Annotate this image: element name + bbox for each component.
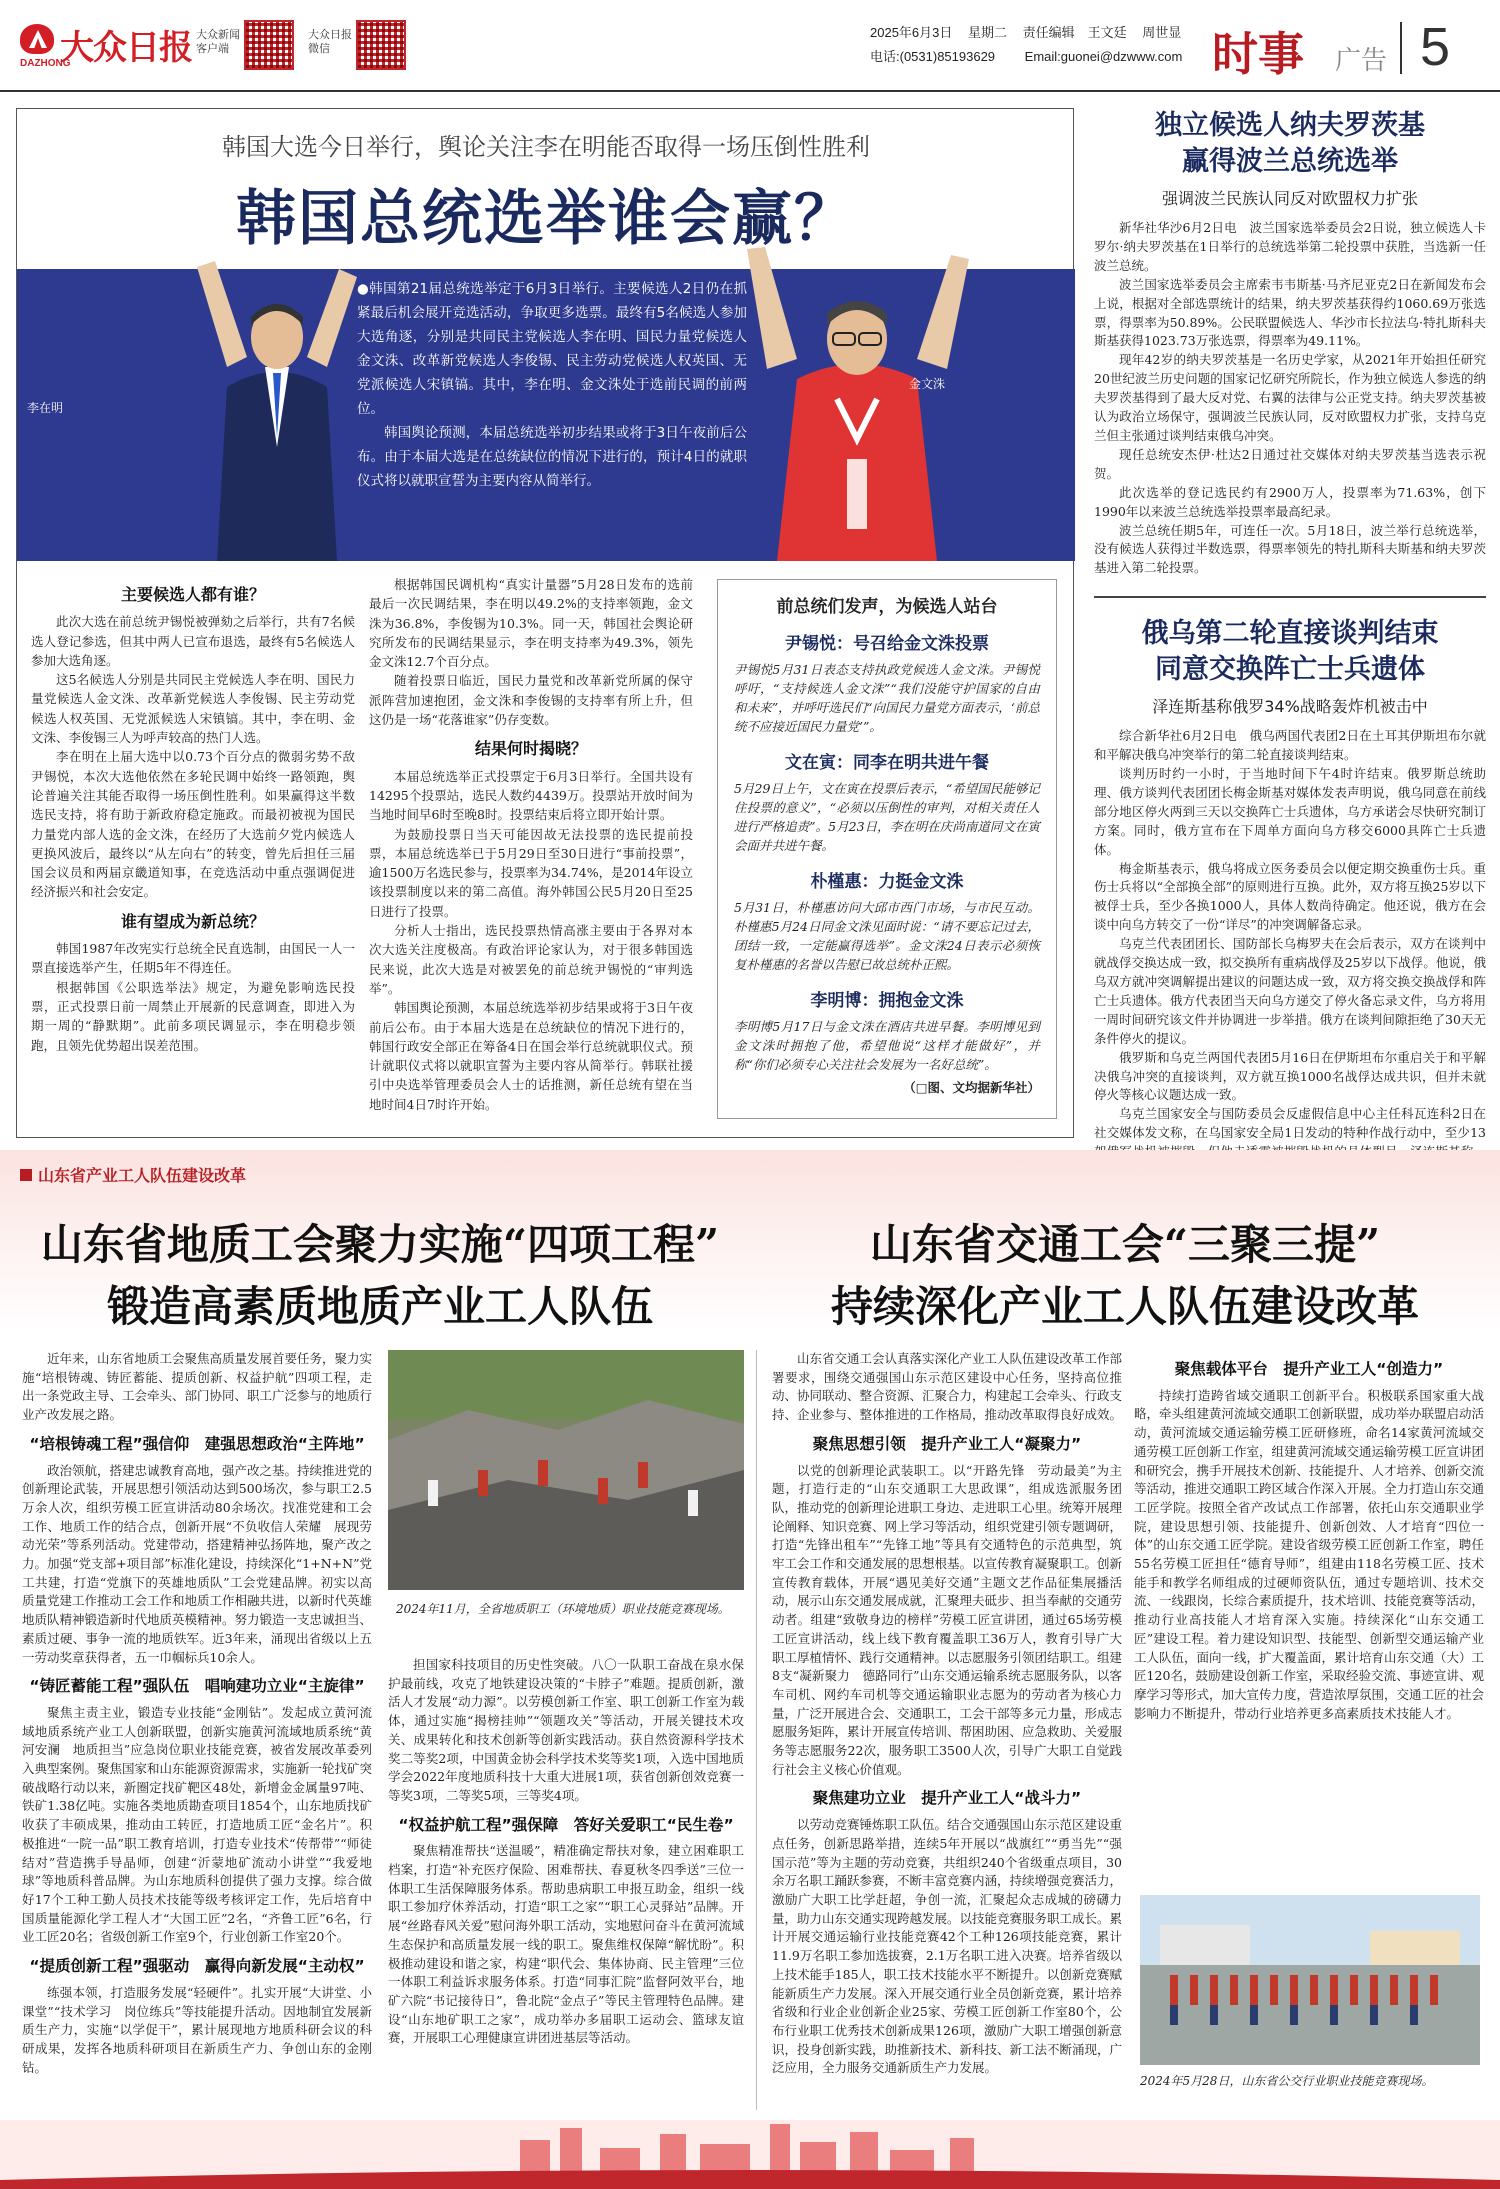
paragraph: 现任总统安杰伊·杜达2日通过社交媒体对纳夫罗茨基当选表示祝贺。 — [1094, 446, 1486, 481]
paragraph: 山东省交通工会认真落实深化产业工人队伍建设改革工作部署要求，围绕交通强国山东示范区建设中心任务，坚持高位推动、协同联动、整合资源、汇聚合力，构建起工会牵头、行政支持、企业参与、整体推进的工作格局，推动改革取得良好成效。 — [772, 1351, 1123, 1423]
header-divider — [1400, 22, 1402, 74]
paragraph: 这5名候选人分别是共同民主党候选人李在明、国民力量党候选人金文洙、改革新党候选人李俊锡、民主劳动党候选人权英国、无党派候选人宋镇镐。其中，李在明、金文洙、李俊锡三人为呼声较高的热门人选。 — [31, 672, 355, 746]
lee-caption: 李在明 — [27, 401, 64, 415]
sidebox-item-text: 李明博5月17日与金文洙在酒店共进早餐。李明博见到金文洙时拥抱了他，希望他说“这样才能做好”，并称“你们必须专心关注社会发展为一名好总统”。 — [734, 1019, 1040, 1072]
headline-line: 俄乌第二轮直接谈判结束 — [1141, 618, 1439, 650]
paragraph: 为鼓励投票日当天可能因故无法投票的选民提前投票，本届总统选举已于5月29日至30日进行“事前投票”，逾1500万名选民参与，投票率为34.74%，是2014年设立该投票制度以来的第二高值。海外韩国公民5月20日至25日进行了投票。 — [369, 826, 693, 919]
sidebox-item-text: 5月31日，朴槿惠访问大邱市西门市场，与市民互动。朴槿惠5月24日同金文洙见面时说：“请不要忘记过去，团结一致，一定能赢得选举”。金文洙24日表示必须恢复朴槿惠的名誉以告慰已故总统朴正熙。 — [734, 900, 1040, 972]
sidebox-item-title: 文在寅：同李在明共进午餐 — [785, 753, 989, 773]
logo-emblem-icon — [20, 24, 54, 54]
headline-line: 同意交换阵亡士兵遗体 — [1155, 654, 1425, 686]
transport-headline[interactable] — [770, 1214, 1480, 1338]
paragraph: 韩国1987年改宪实行总统全民直选制，由国民一人一票直接选举产生，任期5年不得连任。 — [31, 941, 355, 976]
paragraph: 新华社华沙6月2日电 波兰国家选举委员会2日说，独立候选人卡罗尔·纳夫罗茨基在1日举行的总统选举第二轮投票中获胜，当选新一任波兰总统。 — [1094, 220, 1486, 273]
transport-column-1 — [772, 1350, 1122, 2078]
sidebox-item-text: 5月29日上午，文在寅在投票后表示，“希望国民能够记住投票的意义”，“必须以压倒性的审判，对相关责任人进行严格追责”。5月23日，李在明在庆尚南道同文在寅会面并共进午餐。 — [734, 781, 1040, 853]
russia-ukraine-article-body — [1094, 727, 1486, 1219]
paragraph: 政治领航，搭建忠诚教育高地，强产改之基。持续推进党的创新理论武装，开展思想引领活动达到500场次，参与职工2.5万余人次，组织劳模工匠宣讲活动80余场次。找准党建和工会工作、地质工作的结合点，创新开展“不负收信人荣耀 展现劳动光荣”等系列活动。党建带动，搭建精神弘扬阵地，聚产改之力。加强“党支部+项目部”标准化建设，持续深化“1+N+N”党工共建，打造“党旗下的英雄地质队”工会党建品牌。初实以高质量党建工作推动工会工作和地质工作相融共进，以新时代英雄地质队精神锻造新时代地质英模精神。努力锻造一支忠诚担当、素质过硬、事争一流的地质铁军。近3年来，涌现出省级以上五一劳动奖章获得者，五一巾帼标兵10余人。 — [22, 1462, 373, 1665]
subhead: 聚焦建功立业 提升产业工人“战斗力” — [812, 1789, 1082, 1808]
lead-paragraph: ●韩国第21届总统选举定于6月3日举行。主要候选人2日仍在抓紧最后机会展开竞选活动，争取更多选票。最终有5名候选人参加大选角逐，分别是共同民主党候选人李在明、国民力量党候选人金文洙、改革新党候选人李俊锡、民主劳动党候选人权英国、无党派候选人宋镇镐。其中，李在明、金文洙处于选前民调的前两位。 — [357, 281, 747, 417]
paragraph: 本届总统选举正式投票定于6月3日举行。全国共设有14295个投票站，选民人数约4439万。投票站开放时间为当地时间早6时至晚8时。投票结束后将立即开始计票。 — [369, 768, 693, 823]
sidebox-item-title: 尹锡悦：号召给金文洙投票 — [785, 634, 989, 654]
subhead-candidates: 主要候选人都有谁？ — [120, 585, 265, 604]
section-name: 时事 — [1212, 27, 1304, 81]
paragraph: 根据韩国《公职选举法》规定，为避免影响选民投票，正式投票日前一周禁止开展新的民意调查，即进入为期一周的“静默期”。此前多项民调显示，李在明稳步领跑，且领先优势超出误差范围。 — [31, 979, 355, 1053]
paragraph: 练强本领，打造服务发展“轻硬件”。扎实开展“大讲堂、小课堂”“技术学习 岗位练兵”等技能提升活动。因地制宜发展新质生产力，实施“以学促干”，累计展现地方地质科研会议的科研成果，发挥各地质科研项目在新质生产力、争创山东的金刚钻。 — [22, 1984, 372, 2075]
subhead: “权益护航工程”强保障 答好关爱职工“民生卷” — [398, 1815, 734, 1834]
column-divider — [756, 1350, 757, 2110]
paragraph: 综合新华社6月2日电 俄乌两国代表团2日在土耳其伊斯坦布尔就和平解决俄乌冲突举行的第二轮直接谈判结束。 — [1094, 728, 1486, 763]
article-divider — [1094, 596, 1486, 598]
former-presidents-box — [717, 579, 1057, 1119]
paragraph: 以党的创新理论武装职工。以“开路先锋 劳动最美”为主题，打造行走的“山东交通职工大思政课”，组成选派服务团队，推动党的创新理论进职工身边、走进职工心里。统筹开展理论阐释、知识竞赛、网上学习等活动，组织党建引领专题调研，打造“先锋出租车”“先锋工地”等具有交通特色的示范典型，筑牢工会工作和交通发展的思想根基。以宣传教育凝聚职工。创新宣传教育载体，开展“遇见美好交通”主题文艺作品征集展播活动，展示山东交通发展成就，汇聚理夫砥步、担当奉献的交通劳动者。组建“致敬身边的榜样”劳模工匠宣讲团，通过65场劳模工匠宣讲活动，线上线下教育覆盖职工36万人，教育引导广大职工厚植情怀、践行交通精神。以志愿服务引领团结职工。组建8支“凝新聚力 德路同行”山东交通运输系统志愿服务队，以客车司机、网约车司机等交通运输职业志愿为的劳动者为核心力量，广泛开展进合会、交通职工，工会干部等多元力量，形成志愿服务矩阵，累计开展宣传培训、帮困助困、应急救助、关爱服务等志愿服务22次，服务职工3500人次，引导广大职工自觉践行社会主义核心价值观。 — [772, 1462, 1123, 1777]
russia-ukraine-subhead: 泽连斯基称俄罗34%战略轰炸机被击中 — [1152, 697, 1428, 717]
qr-code-icon[interactable] — [244, 20, 294, 70]
bus-photo-caption: 2024年5月28日，山东省公交行业职业技能竞赛现场。 — [1140, 2074, 1434, 2088]
transport-column-2 — [1134, 1350, 1484, 1723]
page-number: 5 — [1420, 17, 1451, 77]
korea-election-feature — [16, 108, 1074, 1138]
paragraph: 此次选举的登记选民约有2900万人，投票率为71.63%，创下1990年以来波兰总统选举投票率最高纪录。 — [1094, 484, 1486, 519]
sidebox-item-title: 李明博：拥抱金文洙 — [810, 991, 964, 1011]
designer: 周世显 — [1142, 25, 1182, 40]
skyline-decoration — [0, 2120, 1500, 2189]
paragraph: 乌克兰国家安全与国防委员会反虚假信息中心主任科瓦连科2日在社交媒体发文称，在乌国家安全局1日发动的特种作战行动中，至少13 — [1094, 1106, 1486, 1141]
russia-ukraine-headline[interactable] — [1094, 616, 1486, 688]
poland-headline[interactable] — [1094, 108, 1486, 180]
paragraph: 此次大选在前总统尹锡悦被弹劾之后举行，共有7名候选人登记参选，但其中两人已宣布退选，最终有5名候选人参加大选角逐。 — [31, 614, 355, 668]
paragraph: 俄罗斯和乌克兰两国代表团5月16日在伊斯坦布尔重启关于和平解决俄乌冲突的直接谈判，双方就互换1000名战俘达成共识，但并未就停火等核心议题达成一致。 — [1094, 1049, 1486, 1103]
feature-column-1 — [31, 575, 355, 1055]
paragraph: 担国家科技项目的历史性突破。八〇一队职工奋战在泉水保护最前线，攻克了地铁建设决策的“卡脖子”难题。提质创新，激活人才发展“动力源”。以劳模创新工作室、职工创新工作室为载体，通过实施“揭榜挂帅”“领题攻关”等活动，开展关键技术攻关、成果转化和技术创新等创新实践活动。获自然资源科学技术奖二等奖2项，中国黄金协会科学技术奖等奖1项，入选中国地质学会2022年度地质科技十大重大进展1项，获省创新创效竞赛一等奖3项，二等奖5项，三等奖4项。 — [388, 1657, 744, 1803]
paragraph: 根据韩国民调机构“真实计量器”5月28日发布的选前最后一次民调结果，李在明以49.2%的支持率领跑，金文洙为36.8%，李俊锡为10.3%。同一天，韩国社会舆论研究所发布的民调结果显示，李在明支持率为49.3%，领先金文洙12.7个百分点。 — [369, 577, 693, 670]
feature-column-2 — [369, 575, 693, 1114]
geology-photo-caption: 2024年11月，全省地质职工（环境地质）职业技能竞赛现场。 — [396, 1602, 730, 1616]
subhead: “铸匠蓄能工程”强队伍 唱响建功立业“主旋律” — [29, 1677, 365, 1696]
paragraph: 乌克兰代表团团长、国防部长乌梅罗夫在会后表示，双方在谈判中就战俘交换达成一致，拟交换所有重病战俘及25岁以下战俘。他说，俄乌双方就冲突调解提出建议的问题达成一致，双方将交换交换战俘和阵亡士兵遗体。俄方代表团当天向乌方递交了停火备忘录文件，乌方将用一周时间研究该文件并协调进一步举措。俄方在谈判间隙拒绝了30天无条件停火的提议。 — [1094, 936, 1486, 1046]
contact-meta — [870, 46, 1208, 65]
subhead-results: 结果何时揭晓？ — [474, 739, 587, 759]
lee-jae-myung-photo — [187, 247, 367, 561]
feature-kicker: 韩国大选今日举行，舆论关注李在明能否取得一场压倒性胜利 — [222, 133, 870, 161]
paragraph: 李在明在上届大选中以0.73个百分点的微弱劣势不敌尹锡悦，本次大选他依然在多轮民调中始终一路领跑，舆论普遍关注其能否取得一场压倒性胜利。如果赢得这半数选民支持，将有助于新政府稳定施政。而最初被视为国民力量党内部人选的金文洙，在经历了大选前夕党内候选人更换风波后，最终以“从左向右”的转变，曾先后担任三届国会议员和两届京畿道知事，在竞选活动中重点强调促进经济振兴和社会安定。 — [31, 749, 355, 900]
headline-line: 赢得波兰总统选举 — [1182, 146, 1398, 177]
sidebox-heading: 前总统们发声，为候选人站台 — [776, 597, 998, 617]
paragraph: 持续打造跨省域交通职工创新平台。积极联系国家重大战略，牵头组建黄河流域交通职工创新联盟，成功举办联盟启动活动，黄河流域交通运输劳模工匠研修班，命名14家黄河流域交通劳模工匠创新工作室，组建黄河流域交通运输劳模工匠宣讲团和研究会，携手开展技术创新、技能提升、人才培养、创新交流等活动，推进交通职工跨区域合作深入开展。全力打造山东交通工匠学院。按照全省产改试点工作部署，依托山东交通职业学院，建设思想引领、技能提升、创新创效、人才培育“四位一体”的山东交通工匠学院。建设省级劳模工匠创新工作室，聘任55名劳模工匠担任“德育导师”，组建由118名劳模工匠、技术能手和教学名师组成的过硬师资队伍，通过专题培训、技术交流、一线跟岗，长综合素质提升，技术培训、技能竞赛等活动，推动行业高技能人才培育深入实施。持续深化“山东交通工匠”建设工程。着力建设知识型、技能型、创新型交通运输产业工人队伍，面向一线，扩大覆盖面，累计培育山东交通（大）工匠120名，鼓励建设创新工作室，采取经验交流、事迹宣讲、观摩学习等形式，加大宣传力度，营造浓厚氛围，交通工匠的社会影响力不断提升，带动行业培养更多高素质技术技能人才。 — [1134, 1387, 1485, 1721]
phone: 电话:(0531)85193629 — [870, 49, 996, 64]
geology-competition-photo — [388, 1350, 744, 1590]
bus-competition-photo — [1140, 1895, 1480, 2065]
right-news-column — [1094, 108, 1486, 1219]
logo-english: DAZHONG — [20, 58, 71, 69]
section-sub: 广告 — [1335, 46, 1388, 76]
kim-moon-soo-photo — [737, 229, 977, 561]
logo-name: 大众日报 — [60, 28, 192, 68]
headline-line: 山东省地质工会聚力实施“四项工程” — [40, 1220, 720, 1269]
poland-article-body — [1094, 219, 1486, 578]
sidebox-item-title: 朴槿惠：力挺金文洙 — [810, 872, 964, 892]
subhead: 聚焦载体平台 提升产业工人“创造力” — [1174, 1360, 1444, 1378]
feature-headline[interactable]: 韩国总统选举谁会赢？ — [236, 184, 856, 254]
geology-column-1 — [22, 1350, 372, 2077]
headline-line: 山东省交通工会“三聚三提” — [869, 1220, 1381, 1269]
paragraph: 随着投票日临近，国民力量党和改革新党所属的保守派阵营加速抱团，金文洙和李俊锡的支持率有所上升，但这仍是一场“花落谁家”仍存变数。 — [369, 673, 693, 728]
paragraph: 波兰总统任期5年，可连任一次。5月18日，波兰举行总统选举，没有候选人获得过半数选票，得票率领先的特扎斯科夫斯基和纳夫罗茨基进入第二轮投票。 — [1094, 522, 1486, 576]
paragraph: 聚焦主责主业，锻造专业技能“金刚钻”。发起成立黄河流域地质系统产业工人创新联盟，创新实施黄河流域地质系统“黄河安澜 地质担当”应急岗位职业技能竞赛，被省发展改革委列入典型案例。聚焦国家和山东能源资源需求，实施新一轮找矿突破战略行动以来，新圈定找矿靶区48处，新增金金属量97吨、铁矿1.38亿吨。实施各类地质勘查项目1854个，山东地质找矿收获了丰硕成果，推动由工转匠，打造地质工匠“金名片”。积极推进“一院一品”职工教育培训，打造专业技术“传帮带”“师徒结对”营造携手导晶师，创建“沂蒙地矿流动小讲堂”“我爱地球”等地质科普品牌。为山东地质科创提供了强力支撑。综合做好17个工种工勤人员技术技能等级考核评定工作，先后培育中国质量能源化学工程人才“大国工匠”2名，“齐鲁工匠”6名，行业工匠20名；省级创新工作室9个，行业创新工作室20个。 — [22, 1704, 373, 1945]
paragraph: 谈判历时约一小时，于当地时间下午4时许结束。俄罗斯总统助理、俄方谈判代表团团长梅金斯基对媒体发表声明说，俄乌同意在前线部分地区停火两到三天以交换阵亡士兵遗体，乌方承诺会尽快研究制订方案。同时，俄方宣布在下周单方面向乌方移交6000具阵亡士兵遗体。 — [1094, 766, 1486, 857]
newspaper-logo[interactable] — [20, 20, 192, 69]
geology-column-2 — [388, 1656, 744, 2048]
qr1-label: 大众新闻客户端 — [196, 29, 240, 55]
sidebox-item-text: 尹锡悦5月31日表态支持执政党候选人金文洙。尹锡悦呼吁，“支持候选人金文洙”“我们没能守护国家的自由和未来”，并呼吁选民们“向国民力量党方面表示，‘前总统不应接近国民力量党’”。 — [734, 662, 1040, 734]
paragraph: 韩国舆论预测，本届总统选举初步结果或将于3日午夜前后公布。由于本届大选是在总统缺位的情况下进行的，韩国行政安全部正在筹备4日在国会举行总统就职仪式。预计就职仪式将以就职宣誓为主要内容从简举行。韩联社援引中央选举管理委员会人士的话推测，新任总统有望在当地时间4日7时许开始。 — [369, 1000, 693, 1112]
paragraph: 现年42岁的纳夫罗茨基是一名历史学家，从2021年开始担任研究20世纪波兰历史问题的国家记忆研究所院长，作为独立候选人参选的纳夫罗茨基得到了最大反对党、右翼的法律与公正党支持。纳夫罗茨基被认为政治立场保守，强调波兰民族认同，反对欧盟权力扩张，支持乌克兰但主张通过谈判结束俄乌冲突。 — [1094, 352, 1486, 443]
qr2-label: 大众日报微信 — [308, 29, 352, 55]
kim-caption: 金文洙 — [909, 377, 946, 391]
feature-lead — [357, 277, 747, 493]
headline-line: 独立候选人纳夫罗茨基 — [1155, 110, 1425, 141]
paragraph: 以劳动竞赛锤炼职工队伍。结合交通强国山东示范区建设重点任务，创新思路举措，连续5年开展以“战旗红”“勇当先”“强国示范”等为主题的劳动竞赛，共组织240个省级重点项目，30余万名职工踊跃参赛，不断丰富竞赛内涵，持续增强竞赛活力，激励广大职工比学赶超，争创一流，汇聚起众志成城的磅礴力量，助力山东交通实现跨越发展。以技能竞赛服务职工成长。累计开展交通运输行业技能竞赛42个工种126项技能竞赛，累计11.9万名职工参加选拔赛，2.1万名职工进入决赛。培养省级以上技术能手185人，职工技术技能水平不断提升。以创新竞赛赋能新质生产力发展。深入开展交通行业全员创新竞赛，累计培养省级和行业企业创新企业25家、劳模工匠创新工作室80个，公布行业职工优秀技术创新成果126项，激励广大职工增强创新意识，投身创新实践，助推新技术、新科技、新工法不断涌现，广泛应用，全力服务交通新质生产力发展。 — [772, 1817, 1123, 2076]
issue-weekday: 星期二 — [968, 25, 1008, 40]
paragraph: 梅金斯基表示，俄乌将成立医务委员会以便定期交换重伤士兵。重伤士兵将以“全部换全部”的原则进行互换。此外，双方将互换25岁以下被俘士兵，至少各换1000人，具体人数尚待确定。他还说，俄方在会谈中向乌方转交了一份“详尽”的冲突调解备忘录。 — [1094, 860, 1486, 933]
subhead-winner: 谁有望成为新总统？ — [120, 911, 265, 931]
qr-code-wechat-icon[interactable] — [356, 20, 406, 70]
poland-subhead: 强调波兰民族认同反对欧盟权力扩张 — [1161, 189, 1418, 208]
subhead: “提质创新工程”强驱动 赢得向新发展“主动权” — [29, 1957, 365, 1976]
column-banner: 山东省产业工人队伍建设改革 — [20, 1163, 246, 1186]
subhead: “培根铸魂工程”强信仰 建强思想政治“主阵地” — [29, 1434, 365, 1453]
paragraph: 分析人士指出，选民投票热情高涨主要由于各界对本次大选关注度极高。有政治评论家认为，对于很多韩国选民来说，此次大选是对被罢免的前总统尹锡悦的“审判选举”。 — [369, 923, 693, 996]
headline-line: 锻造高素质地质产业工人队伍 — [106, 1282, 653, 1331]
editor: 责任编辑 王文廷 — [1022, 25, 1127, 40]
issue-date: 2025年6月3日 — [870, 25, 953, 40]
paragraph: 聚焦精准帮扶“送温暖”，精准确定帮扶对象，建立困难职工档案，打造“补充医疗保险、困难帮扶、春夏秋冬四季送”三位一体职工生活保障服务体系。帮助患病职工申报互助金，组织一线职工参加疗休养活动，打造“职工之家”“职工心灵驿站”品牌。开展“丝路春风关爱”慰问海外职工活动，实地慰问奋斗在黄河流域生态保护和高质量发展一线的职工。聚焦维权保障“解忧盼”。积极推动建设和谐之家，构建“职代会、集体协商、民主管理”三位一体职工利益诉求服务体系。打造“同事汇院”监督阿效平台，地矿六院“书记接待日”，鲁北院“金点子”等民主管理特色品牌。建设“山东地矿职工之家”，成功举办多届职工运动会、篮球友谊赛，开展职工心理健康宣讲团进基层等活动。 — [388, 1843, 744, 2046]
masthead — [0, 0, 1500, 92]
paragraph: 波兰国家选举委员会主席索韦韦斯基·马齐尼亚克2日在新闻发布会上说，根据对全部选票统计的结果，纳夫罗茨基获得约1060.69万张选票，得票率为50.89%。公民联盟候选人、华沙市长拉法乌·特扎斯科夫斯基获得1023.73万张选票，得票率为49.11%。 — [1094, 276, 1486, 349]
headline-line: 持续深化产业工人队伍建设改革 — [830, 1282, 1419, 1331]
paragraph: 近年来，山东省地质工会聚焦高质量发展首要任务，聚力实施“培根铸魂、铸匠蓄能、提质创新、权益护航”四项工程，走出一条党政主导、工会牵头、部门协同、职工广泛参与的地质行业产改发展之路。 — [22, 1351, 373, 1423]
photo-credit: （□图、文均据新华社） — [903, 1080, 1040, 1095]
lead-paragraph-2: 韩国舆论预测，本届总统选举初步结果或将于3日午夜前后公布。由于本届大选是在总统缺位的情况下进行的，预计4日的就职仪式将以就职宣誓为主要内容从简举行。 — [357, 425, 747, 489]
geology-headline[interactable] — [20, 1214, 740, 1338]
issue-meta — [870, 22, 1193, 41]
subhead: 聚焦思想引领 提升产业工人“凝聚力” — [812, 1434, 1082, 1453]
email-link[interactable]: Email:guonei@dzwww.com — [1024, 49, 1183, 64]
